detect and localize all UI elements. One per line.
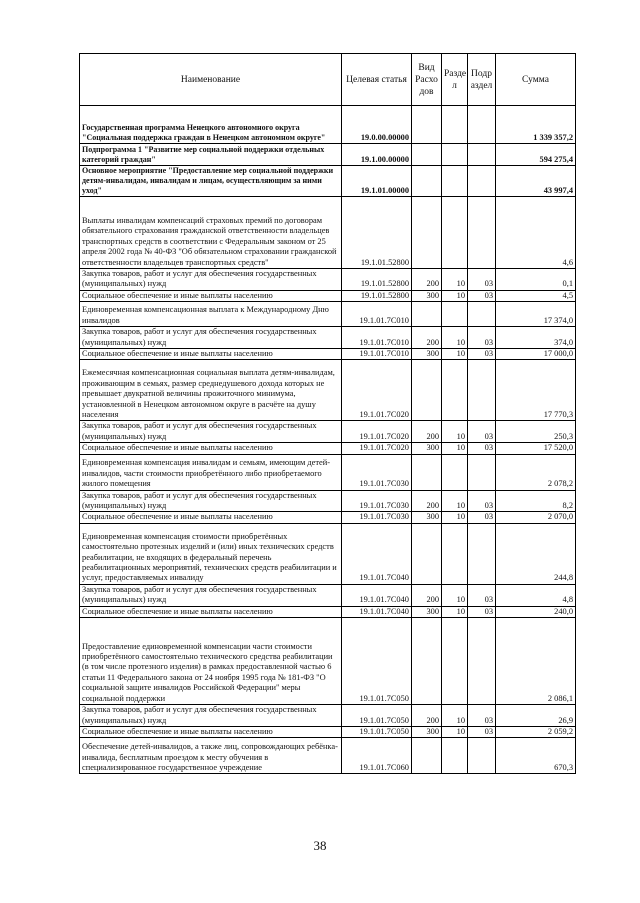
row-subsection	[468, 738, 496, 774]
row-section	[442, 454, 468, 490]
row-section	[442, 618, 468, 705]
row-section	[442, 302, 468, 327]
row-name: Закупка товаров, работ и услуг для обеспечения государственных (муниципальных) нужд	[80, 705, 342, 727]
row-target-code: 19.1.01.7С020	[342, 360, 412, 421]
row-target-code: 19.1.00.00000	[342, 144, 412, 166]
row-target-code: 19.1.01.7С050	[342, 618, 412, 705]
table-row	[80, 606, 576, 617]
row-section	[442, 106, 468, 144]
row-target-code: 19.1.01.7С040	[342, 523, 412, 584]
header-sum: Сумма	[496, 54, 576, 106]
row-subsection	[468, 197, 496, 269]
row-subsection: 03	[468, 443, 496, 454]
row-section: 10	[442, 421, 468, 443]
row-expense-type	[412, 360, 442, 421]
row-subsection	[468, 454, 496, 490]
row-name: Единовременная компенсация инвалидам и семьям, имеющим детей-инвалидов, части стоимости приобретённого либо приобретаемого жилого помещения	[80, 454, 342, 490]
row-expense-type: 200	[412, 327, 442, 349]
row-section	[442, 166, 468, 197]
row-target-code: 19.1.01.7С060	[342, 738, 412, 774]
row-subsection: 03	[468, 584, 496, 606]
row-subsection	[468, 144, 496, 166]
row-subsection: 03	[468, 327, 496, 349]
row-name: Подпрограмма 1 "Развитие мер социальной поддержки отдельных категорий граждан"	[80, 144, 342, 166]
row-sum: 670,3	[496, 738, 576, 774]
row-subsection: 03	[468, 421, 496, 443]
row-section	[442, 360, 468, 421]
row-expense-type: 300	[412, 290, 442, 301]
row-subsection: 03	[468, 349, 496, 360]
row-section: 10	[442, 726, 468, 737]
row-subsection: 03	[468, 290, 496, 301]
row-name: Предоставление единовременной компенсации части стоимости приобретённого самостоятельно технического средства реабилитации (в том числе протезного изделия) в рамках предоставленной частью 6 статьи 11 Федерального закона от 24 ноября 1995 года № 181-ФЗ "О социальной защите инвалидов Российской Федерации" меры социальной поддержки	[80, 618, 342, 705]
row-target-code: 19.1.01.7С020	[342, 443, 412, 454]
row-expense-type	[412, 302, 442, 327]
row-subsection: 03	[468, 512, 496, 523]
table-row	[80, 738, 576, 774]
row-name: Выплаты инвалидам компенсаций страховых премий по договорам обязательного страхования гражданской ответственности владельцев транспортных средств в соответствии с Федеральным законом от 25 апреля 2002 года № 40-ФЗ "Об обязательном страховании гражданской ответственности владельцев транспортных средств"	[80, 197, 342, 269]
table-row	[80, 302, 576, 327]
row-subsection	[468, 106, 496, 144]
table-row	[80, 584, 576, 606]
row-expense-type	[412, 618, 442, 705]
table-row	[80, 197, 576, 269]
row-subsection	[468, 523, 496, 584]
table-row	[80, 443, 576, 454]
row-section: 10	[442, 349, 468, 360]
table-row	[80, 349, 576, 360]
row-expense-type	[412, 144, 442, 166]
row-expense-type: 300	[412, 512, 442, 523]
row-name: Ежемесячная компенсационная социальная выплата детям-инвалидам, проживающим в семьях, размер среднедушевого дохода которых не превышает двукратной величины прожиточного минимума, установленной в Ненецком автономном округе в расчёте на душу населения	[80, 360, 342, 421]
row-expense-type: 300	[412, 349, 442, 360]
row-expense-type	[412, 106, 442, 144]
row-expense-type: 300	[412, 606, 442, 617]
header-section: Разде л	[442, 54, 468, 106]
row-sum: 17 374,0	[496, 302, 576, 327]
row-name: Социальное обеспечение и иные выплаты населению	[80, 349, 342, 360]
row-sum: 17 000,0	[496, 349, 576, 360]
row-sum: 244,8	[496, 523, 576, 584]
row-sum: 0,1	[496, 269, 576, 291]
table-row	[80, 327, 576, 349]
header-row	[80, 54, 576, 106]
row-target-code: 19.1.01.52800	[342, 269, 412, 291]
row-target-code: 19.0.00.00000	[342, 106, 412, 144]
row-name: Государственная программа Ненецкого автономного округа "Социальная поддержка граждан в Ненецком автономном округе"	[80, 106, 342, 144]
table-row	[80, 454, 576, 490]
row-sum: 2 059,2	[496, 726, 576, 737]
row-section: 10	[442, 705, 468, 727]
row-expense-type: 200	[412, 421, 442, 443]
row-sum: 17 520,0	[496, 443, 576, 454]
table-row	[80, 269, 576, 291]
row-section: 10	[442, 512, 468, 523]
row-sum: 250,3	[496, 421, 576, 443]
row-sum: 26,9	[496, 705, 576, 727]
row-expense-type: 200	[412, 705, 442, 727]
row-sum: 240,0	[496, 606, 576, 617]
row-name: Закупка товаров, работ и услуг для обеспечения государственных (муниципальных) нужд	[80, 269, 342, 291]
row-name: Основное мероприятие "Предоставление мер социальной поддержки детям-инвалидам, инвалидам и лицам, осуществляющим за ними уход"	[80, 166, 342, 197]
row-name: Закупка товаров, работ и услуг для обеспечения государственных (муниципальных) нужд	[80, 327, 342, 349]
row-section: 10	[442, 443, 468, 454]
row-section	[442, 738, 468, 774]
row-subsection: 03	[468, 726, 496, 737]
row-subsection	[468, 166, 496, 197]
row-target-code: 19.1.01.7С010	[342, 349, 412, 360]
row-name: Закупка товаров, работ и услуг для обеспечения государственных (муниципальных) нужд	[80, 490, 342, 512]
row-name: Социальное обеспечение и иные выплаты населению	[80, 443, 342, 454]
row-sum: 2 078,2	[496, 454, 576, 490]
header-subsection: Подр аздел	[468, 54, 496, 106]
row-name: Социальное обеспечение и иные выплаты населению	[80, 726, 342, 737]
row-section: 10	[442, 584, 468, 606]
row-name: Социальное обеспечение и иные выплаты населению	[80, 512, 342, 523]
row-section: 10	[442, 490, 468, 512]
row-target-code: 19.1.01.7С030	[342, 490, 412, 512]
row-sum: 4,5	[496, 290, 576, 301]
row-name: Закупка товаров, работ и услуг для обеспечения государственных (муниципальных) нужд	[80, 584, 342, 606]
row-name: Социальное обеспечение и иные выплаты населению	[80, 606, 342, 617]
row-name: Единовременная компенсация стоимости приобретённых самостоятельно протезных изделий и (или) иных технических средств реабилитации, не входящих в федеральный перечень реабилитационных мероприятий, технических средств реабилитации и услуг, предоставляемых инвалиду	[80, 523, 342, 584]
row-sum: 4,8	[496, 584, 576, 606]
row-target-code: 19.1.01.52800	[342, 290, 412, 301]
table-row	[80, 144, 576, 166]
row-expense-type: 200	[412, 584, 442, 606]
table-row	[80, 705, 576, 727]
row-target-code: 19.1.01.7С040	[342, 606, 412, 617]
row-expense-type: 300	[412, 443, 442, 454]
table-row	[80, 166, 576, 197]
row-expense-type	[412, 738, 442, 774]
row-subsection: 03	[468, 606, 496, 617]
row-target-code: 19.1.01.7С010	[342, 302, 412, 327]
header-target: Целевая статья	[342, 54, 412, 106]
row-expense-type: 200	[412, 490, 442, 512]
row-target-code: 19.1.01.7С050	[342, 705, 412, 727]
row-section	[442, 197, 468, 269]
row-sum: 2 086,1	[496, 618, 576, 705]
row-section: 10	[442, 269, 468, 291]
row-sum: 43 997,4	[496, 166, 576, 197]
row-subsection: 03	[468, 705, 496, 727]
row-section	[442, 144, 468, 166]
header-name: Наименование	[80, 54, 342, 106]
table-body	[80, 106, 576, 774]
row-target-code: 19.1.01.7С030	[342, 512, 412, 523]
row-expense-type: 200	[412, 269, 442, 291]
row-target-code: 19.1.01.7С050	[342, 726, 412, 737]
table-row	[80, 512, 576, 523]
row-subsection	[468, 360, 496, 421]
row-target-code: 19.1.01.52800	[342, 197, 412, 269]
table-row	[80, 290, 576, 301]
row-sum: 17 770,3	[496, 360, 576, 421]
row-subsection	[468, 618, 496, 705]
table-row	[80, 523, 576, 584]
table-row	[80, 421, 576, 443]
row-name: Закупка товаров, работ и услуг для обеспечения государственных (муниципальных) нужд	[80, 421, 342, 443]
row-section: 10	[442, 327, 468, 349]
table-row	[80, 490, 576, 512]
row-subsection	[468, 302, 496, 327]
row-name: Социальное обеспечение и иные выплаты населению	[80, 290, 342, 301]
table-row	[80, 618, 576, 705]
row-subsection: 03	[468, 269, 496, 291]
row-expense-type	[412, 166, 442, 197]
row-section: 10	[442, 606, 468, 617]
row-target-code: 19.1.01.7С020	[342, 421, 412, 443]
row-expense-type	[412, 523, 442, 584]
row-expense-type	[412, 454, 442, 490]
row-target-code: 19.1.01.7С040	[342, 584, 412, 606]
row-expense-type	[412, 197, 442, 269]
budget-table	[79, 53, 576, 774]
row-name: Единовременная компенсационная выплата к Международному Дню инвалидов	[80, 302, 342, 327]
table-row	[80, 360, 576, 421]
row-subsection: 03	[468, 490, 496, 512]
row-sum: 594 275,4	[496, 144, 576, 166]
row-sum: 1 339 357,2	[496, 106, 576, 144]
row-expense-type: 300	[412, 726, 442, 737]
row-sum: 8,2	[496, 490, 576, 512]
row-target-code: 19.1.01.00000	[342, 166, 412, 197]
table-row	[80, 106, 576, 144]
row-sum: 374,0	[496, 327, 576, 349]
page-number: 38	[313, 838, 327, 853]
row-sum: 4,6	[496, 197, 576, 269]
row-section: 10	[442, 290, 468, 301]
header-expense-type: Вид Расхо дов	[412, 54, 442, 106]
row-name: Обеспечение детей-инвалидов, а также лиц, сопровождающих ребёнка-инвалида, бесплатным проездом к месту обучения в специализированное государственное учреждение	[80, 738, 342, 774]
row-target-code: 19.1.01.7С030	[342, 454, 412, 490]
table-row	[80, 726, 576, 737]
row-section	[442, 523, 468, 584]
row-target-code: 19.1.01.7С010	[342, 327, 412, 349]
row-sum: 2 070,0	[496, 512, 576, 523]
